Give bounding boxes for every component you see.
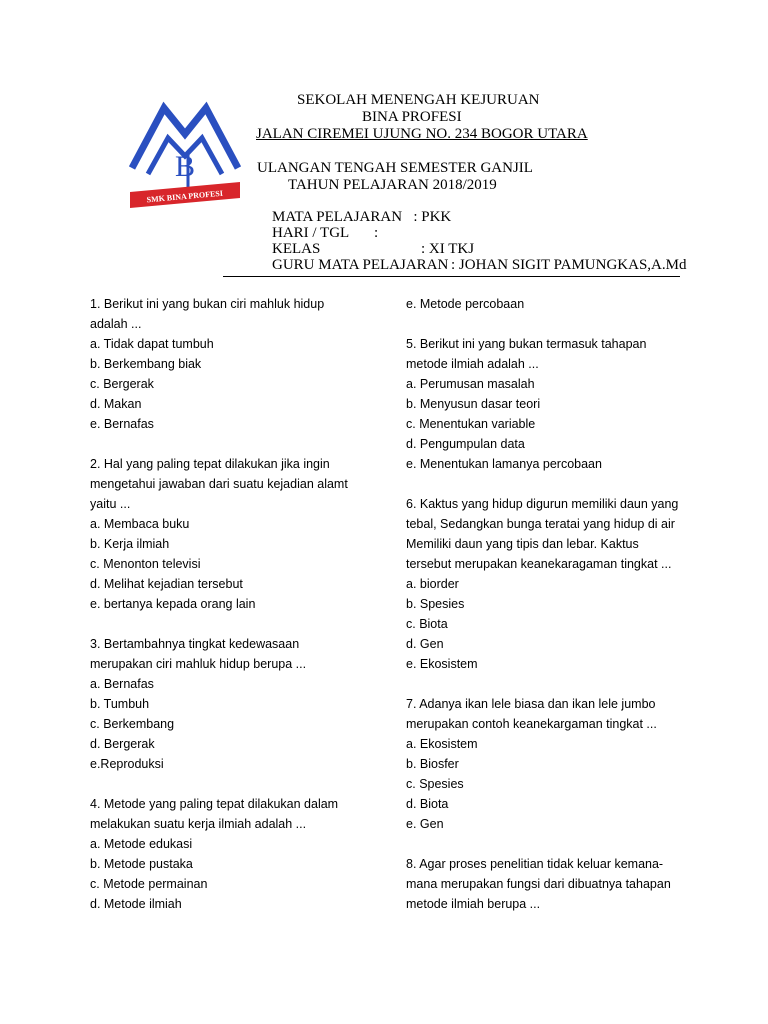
- class-value: : XI TKJ: [421, 241, 475, 257]
- answer-option: d. Melihat kejadian tersebut: [90, 577, 243, 591]
- answer-option: e. Bernafas: [90, 417, 154, 431]
- exam-title: ULANGAN TENGAH SEMESTER GANJIL: [257, 160, 533, 176]
- answer-option: b. Berkembang biak: [90, 357, 202, 371]
- answer-option: e. Metode percobaan: [406, 297, 525, 311]
- answer-option: a. Ekosistem: [406, 737, 478, 751]
- question-text: 1. Berikut ini yang bukan ciri mahluk hidup adalah ...: [90, 297, 325, 331]
- question-text: 7. Adanya ikan lele biasa dan ikan lele jumbo merupakan contoh keanekargaman tingkat ...: [406, 697, 657, 731]
- school-address: JALAN CIREMEI UJUNG NO. 234 BOGOR UTARA: [256, 126, 588, 142]
- question-text: 2. Hal yang paling tepat dilakukan jika ingin mengetahui jawaban dari suatu kejadian alamt yaitu ...: [90, 457, 348, 511]
- answer-option: b. Tumbuh: [90, 697, 150, 711]
- answer-option: d. Bergerak: [90, 737, 155, 751]
- header-divider: [223, 276, 680, 277]
- question-text: 5. Berikut ini yang bukan termasuk tahapan metode ilmiah adalah ...: [406, 337, 647, 371]
- answer-option: c. Metode permainan: [90, 877, 208, 891]
- question-4-continued: [406, 294, 681, 314]
- answer-option: d. Gen: [406, 637, 444, 651]
- question-2: [90, 454, 365, 614]
- question-text: 4. Metode yang paling tepat dilakukan dalam melakukan suatu kerja ilmiah adalah ...: [90, 797, 339, 831]
- answer-option: c. Bergerak: [90, 377, 154, 391]
- question-text: 3. Bertambahnya tingkat kedewasaan merupakan ciri mahluk hidup berupa ...: [90, 637, 307, 671]
- questions-right-column: [406, 294, 681, 934]
- subject-line: MATA PELAJARAN : PKK: [272, 209, 452, 225]
- question-7: [406, 694, 681, 834]
- question-5: [406, 334, 681, 474]
- logo-banner-text: SMK BINA PROFESI: [146, 188, 224, 205]
- teacher-value: : JOHAN SIGIT PAMUNGKAS,A.Md: [451, 257, 687, 273]
- school-logo: [126, 98, 244, 220]
- answer-option: a. biorder: [406, 577, 459, 591]
- answer-option: c. Menonton televisi: [90, 557, 201, 571]
- answer-option: e. Gen: [406, 817, 444, 831]
- school-name: BINA PROFESI: [362, 109, 462, 125]
- logo-monogram: B: [174, 150, 196, 183]
- question-4: [90, 794, 365, 914]
- question-1: [90, 294, 365, 434]
- answer-option: c. Berkembang: [90, 717, 175, 731]
- answer-option: d. Makan: [90, 397, 142, 411]
- question-text: 8. Agar proses penelitian tidak keluar kemana-mana merupakan fungsi dari dibuatnya tahapan metode ilmiah berupa ...: [406, 857, 671, 911]
- day-colon: :: [374, 225, 379, 241]
- answer-option: c. Spesies: [406, 777, 464, 791]
- answer-option: a. Metode edukasi: [90, 837, 193, 851]
- question-3: [90, 634, 365, 774]
- answer-option: e.Reproduksi: [90, 757, 164, 771]
- answer-option: d. Metode ilmiah: [90, 897, 182, 911]
- answer-option: e. Menentukan lamanya percobaan: [406, 457, 602, 471]
- teacher-label: GURU MATA PELAJARAN: [272, 257, 449, 273]
- answer-option: a. Membaca buku: [90, 517, 190, 531]
- answer-option: a. Bernafas: [90, 677, 154, 691]
- answer-option: b. Kerja ilmiah: [90, 537, 170, 551]
- answer-option: b. Biosfer: [406, 757, 459, 771]
- answer-option: d. Pengumpulan data: [406, 437, 525, 451]
- answer-option: e. Ekosistem: [406, 657, 478, 671]
- question-8: [406, 854, 681, 914]
- answer-option: a. Perumusan masalah: [406, 377, 535, 391]
- questions-left-column: [90, 294, 365, 934]
- answer-option: a. Tidak dapat tumbuh: [90, 337, 214, 351]
- school-type: SEKOLAH MENENGAH KEJURUAN: [297, 92, 540, 108]
- question-text: 6. Kaktus yang hidup digurun memiliki daun yang tebal, Sedangkan bunga teratai yang hidup di air Memiliki daun yang tipis dan lebar. Kaktus tersebut merupakan keanekaragaman tingkat ...: [406, 497, 679, 571]
- day-label: HARI / TGL: [272, 225, 350, 241]
- answer-option: b. Spesies: [406, 597, 465, 611]
- answer-option: d. Biota: [406, 797, 449, 811]
- class-label: KELAS: [272, 241, 321, 257]
- question-6: [406, 494, 681, 674]
- answer-option: e. bertanya kepada orang lain: [90, 597, 256, 611]
- answer-option: b. Menyusun dasar teori: [406, 397, 541, 411]
- answer-option: c. Biota: [406, 617, 448, 631]
- academic-year: TAHUN PELAJARAN 2018/2019: [288, 177, 497, 193]
- answer-option: c. Menentukan variable: [406, 417, 536, 431]
- answer-option: b. Metode pustaka: [90, 857, 193, 871]
